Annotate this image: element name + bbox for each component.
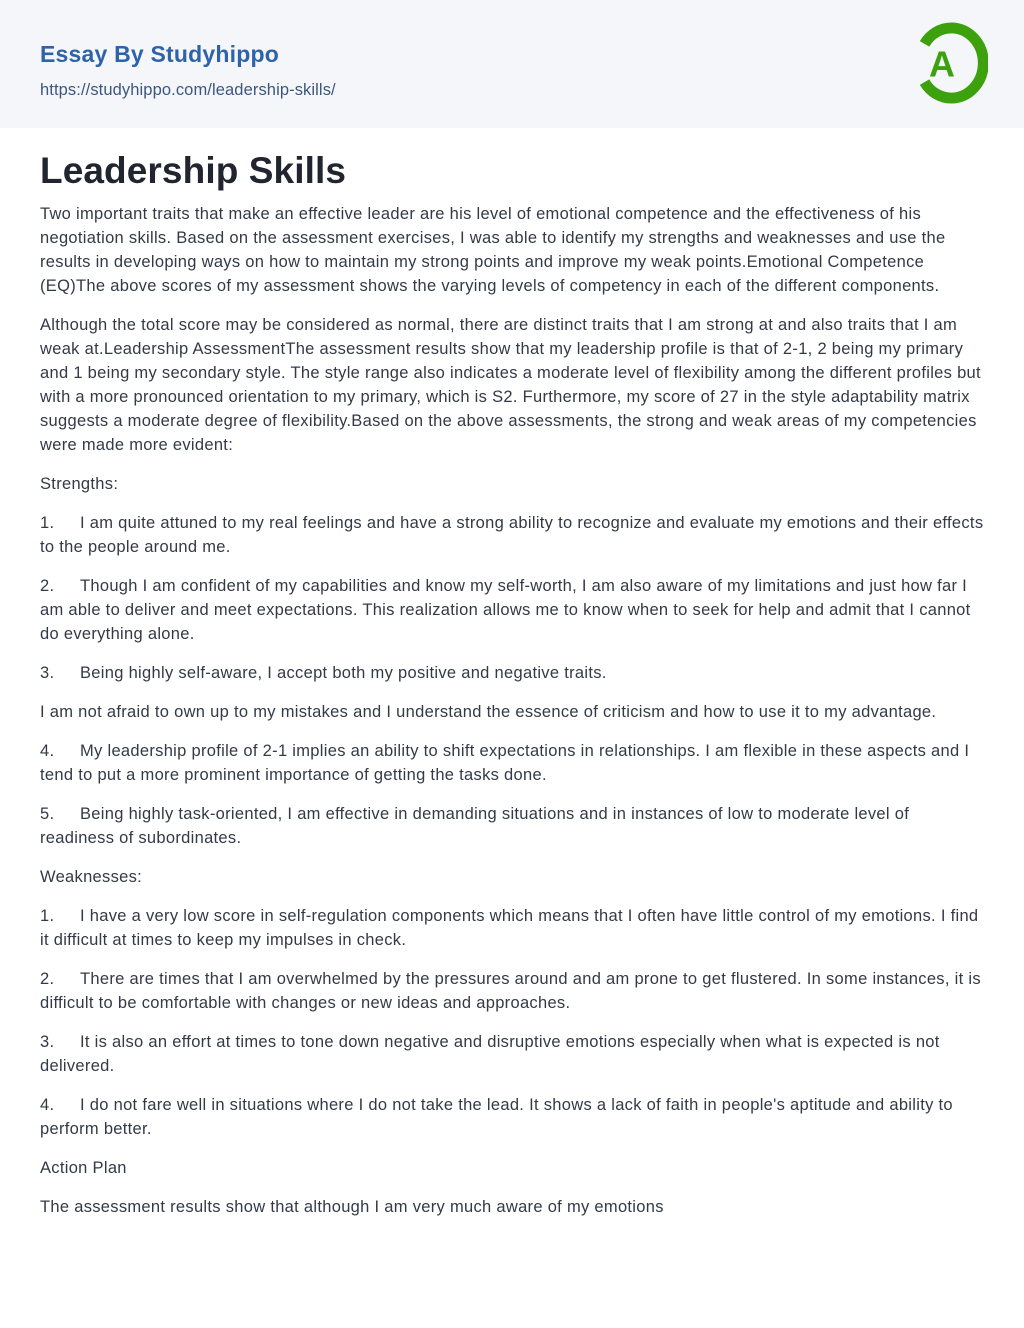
- paragraph: [40, 700, 984, 724]
- paragraph: [40, 1195, 984, 1219]
- list-item-number: 4.: [40, 1095, 55, 1114]
- essay-url-link[interactable]: https://studyhippo.com/leadership-skills/: [40, 80, 336, 99]
- list-item-text: My leadership profile of 2-1 implies an ability to shift expectations in relationships. I am flexible in these aspects and I tend to put a more prominent importance of getting the tasks done.: [40, 741, 970, 784]
- paragraph-text: Weaknesses:: [40, 867, 143, 886]
- article-body: [40, 202, 984, 1219]
- list-item-number: 5.: [40, 804, 55, 823]
- list-item-number: 1.: [40, 906, 55, 925]
- list-item: [40, 574, 984, 646]
- paragraph: [40, 1156, 984, 1180]
- page-title: Leadership Skills: [40, 150, 347, 191]
- paragraph-text: I am not afraid to own up to my mistakes and I understand the essence of criticism and how to use it to my advantage.: [40, 702, 937, 721]
- list-item: [40, 1030, 984, 1078]
- paragraph: [40, 202, 984, 298]
- paragraph-text: Strengths:: [40, 474, 119, 493]
- paragraph: [40, 865, 984, 889]
- logo-letter: A: [929, 44, 955, 85]
- list-item-text: I am quite attuned to my real feelings and have a strong ability to recognize and evaluate my emotions and their effects to the people around me.: [40, 513, 984, 556]
- paragraph: [40, 313, 984, 457]
- list-item: [40, 1093, 984, 1141]
- list-item: [40, 511, 984, 559]
- list-item: [40, 802, 984, 850]
- list-item-text: Being highly self-aware, I accept both my positive and negative traits.: [80, 663, 607, 682]
- list-item-text: I have a very low score in self-regulation components which means that I often have little control of my emotions. I find it difficult at times to keep my impulses in check.: [40, 906, 979, 949]
- paragraph: [40, 472, 984, 496]
- list-item: [40, 661, 984, 685]
- essay-content: [0, 149, 1024, 1274]
- paragraph-text: The assessment results show that although I am very much aware of my emotions: [40, 1197, 664, 1216]
- list-item-text: It is also an effort at times to tone down negative and disruptive emotions especially when what is expected is not delivered.: [40, 1032, 940, 1075]
- list-item-number: 2.: [40, 969, 55, 988]
- paragraph-text: Although the total score may be considered as normal, there are distinct traits that I am strong at and also traits that I am weak at.Leadership AssessmentThe assessment results show that my leadership profile is that of 2-1, 2 being my primary and 1 being my secondary style. The style range also indicates a moderate level of flexibility among the different profiles but with a more pronounced orientation to my primary, which is S2. Furthermore, my score of 27 in the style adaptability matrix suggests a moderate degree of flexibility.Based on the above assessments, the strong and weak areas of my competencies were made more evident:: [40, 315, 981, 454]
- list-item: [40, 967, 984, 1015]
- paragraph-text: Action Plan: [40, 1158, 127, 1177]
- list-item: [40, 904, 984, 952]
- list-item-number: 2.: [40, 576, 55, 595]
- list-item-text: Being highly task-oriented, I am effective in demanding situations and in instances of low to moderate level of readiness of subordinates.: [40, 804, 910, 847]
- list-item-number: 3.: [40, 1032, 55, 1051]
- logo-arc-svg: [910, 21, 988, 105]
- page-header: [0, 0, 1024, 128]
- essay-by-label: Essay By Studyhippo: [40, 41, 279, 67]
- list-item-text: There are times that I am overwhelmed by the pressures around and am prone to get flustered. In some instances, it is difficult to be comfortable with changes or new ideas and approaches.: [40, 969, 981, 1012]
- list-item-number: 1.: [40, 513, 55, 532]
- list-item: [40, 739, 984, 787]
- list-item-text: I do not fare well in situations where I do not take the lead. It shows a lack of faith in people's aptitude and ability to perform better.: [40, 1095, 953, 1138]
- list-item-text: Though I am confident of my capabilities and know my self-worth, I am also aware of my limitations and just how far I am able to deliver and meet expectations. This realization allows me to know when to seek for help and admit that I cannot do everything alone.: [40, 576, 971, 643]
- studyhippo-logo-icon: [910, 21, 988, 105]
- paragraph-text: Two important traits that make an effective leader are his level of emotional competence and the effectiveness of his negotiation skills. Based on the assessment exercises, I was able to identify my strengths and weaknesses and use the results in developing ways on how to maintain my strong points and improve my weak points.Emotional Competence (EQ)The above scores of my assessment shows the varying levels of competency in each of the different components.: [40, 204, 946, 295]
- header-text-group: [40, 41, 984, 100]
- list-item-number: 4.: [40, 741, 55, 760]
- list-item-number: 3.: [40, 663, 55, 682]
